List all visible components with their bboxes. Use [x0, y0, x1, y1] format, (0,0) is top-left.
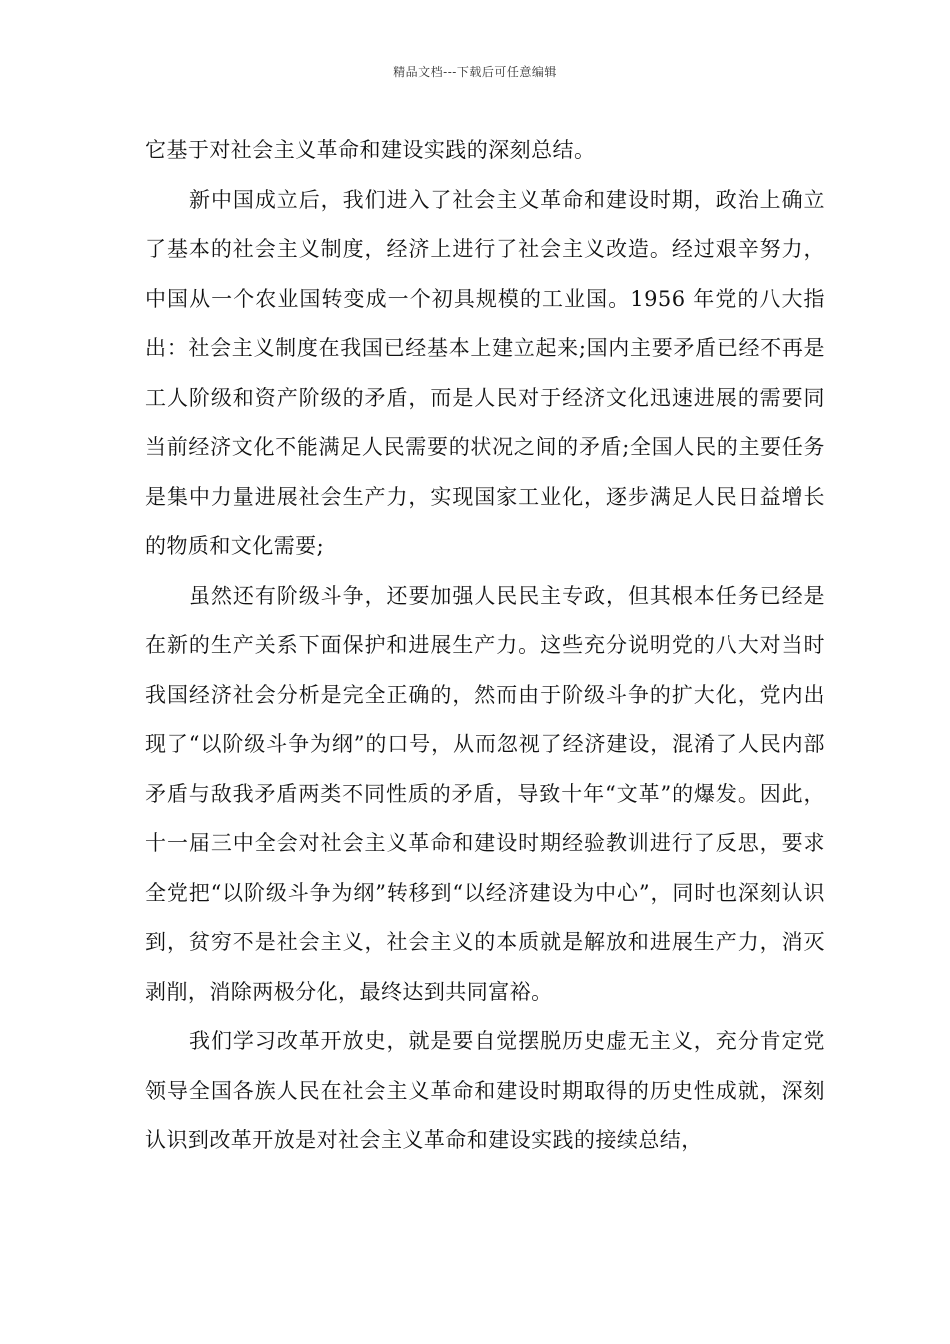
document-body	[145, 126, 825, 1166]
page-header: 精品文档---下载后可任意编辑	[393, 65, 557, 79]
paragraph-2: 新中国成立后，我们进入了社会主义革命和建设时期，政治上确立了基本的社会主义制度，经济上进行了社会主义改造。经过艰辛努力，中国从一个农业国转变成一个初具规模的工业国。1956 年党的八大指出：社会主义制度在我国已经基本上建立起来;国内主要矛盾已经不再是工人阶级和资产阶级的矛盾，而是人民对于经济文化迅速进展的需要同当前经济文化不能满足人民需要的状况之间的矛盾;全国人民的主要任务是集中力量进展社会生产力，实现国家工业化，逐步满足人民日益增长的物质和文化需要;	[145, 187, 825, 558]
paragraph-4: 我们学习改革开放史，就是要自觉摆脱历史虚无主义，充分肯定党领导全国各族人民在社会主义革命和建设时期取得的历史性成就，深刻认识到改革开放是对社会主义革命和建设实践的接续总结，	[145, 1029, 825, 1152]
paragraph-3: 虽然还有阶级斗争，还要加强人民民主专政，但其根本任务已经是在新的生产关系下面保护和进展生产力。这些充分说明党的八大对当时我国经济社会分析是完全正确的，然而由于阶级斗争的扩大化，党内出现了“以阶级斗争为纲”的口号，从而忽视了经济建设，混淆了人民内部矛盾与敌我矛盾两类不同性质的矛盾，导致十年“文革”的爆发。因此，十一届三中全会对社会主义革命和建设时期经验教训进行了反思，要求全党把“以阶级斗争为纲”转移到“以经济建设为中心”，同时也深刻认识到，贫穷不是社会主义，社会主义的本质就是解放和进展生产力，消灭剥削，消除两极分化，最终达到共同富裕。	[145, 583, 825, 1004]
paragraph-1: 它基于对社会主义革命和建设实践的深刻总结。	[145, 138, 596, 162]
